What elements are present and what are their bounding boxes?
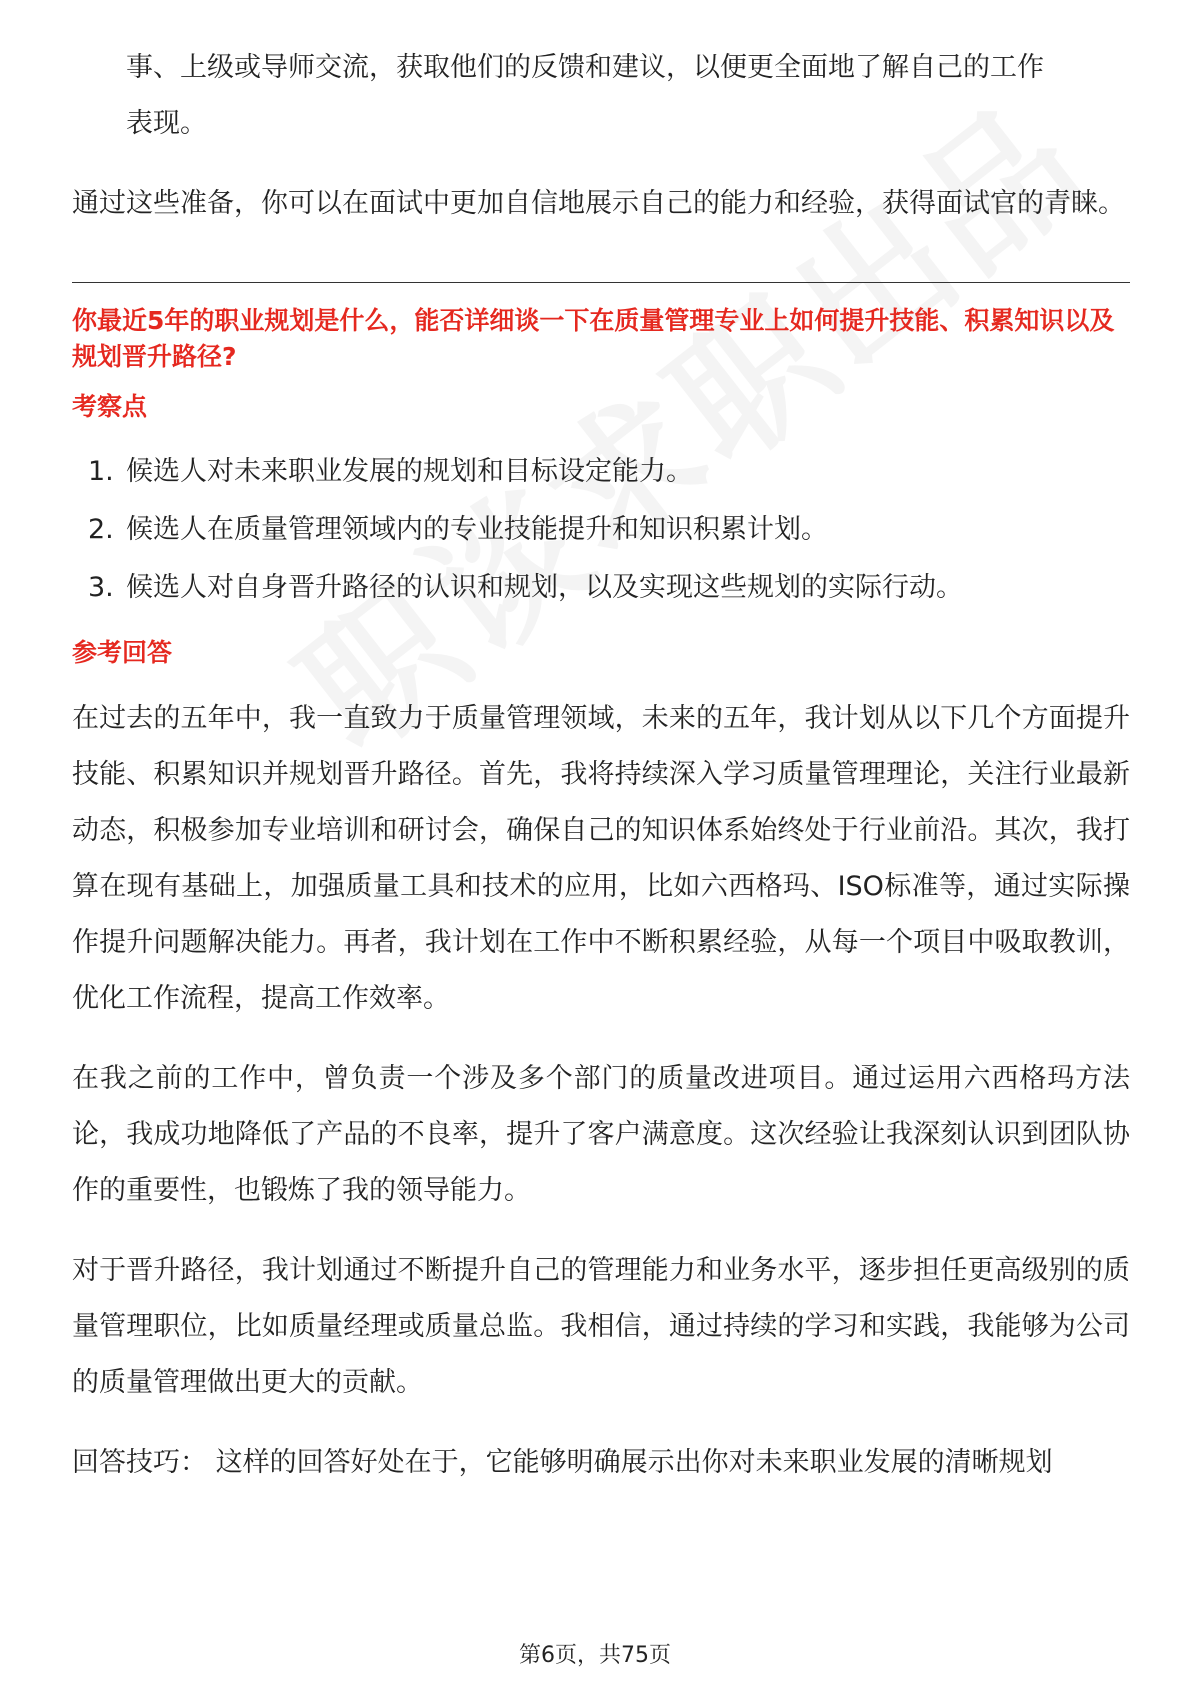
- list-item: [88, 559, 1130, 617]
- list-item: [88, 443, 1130, 501]
- answer-tips: 回答技巧： 这样的回答好处在于，它能够明确展示出你对未来职业发展的清晰规划: [72, 1447, 1053, 1478]
- list-item-number: 2.: [88, 514, 114, 545]
- interview-question: 你最近5年的职业规划是什么，能否详细谈一下在质量管理专业上如何提升技能、积累知识以及规划晋升路径?: [72, 306, 1115, 371]
- list-item-text: 候选人对未来职业发展的规划和目标设定能力。: [126, 456, 693, 487]
- continuation-line: 事、上级或导师交流，获取他们的反馈和建议，以便更全面地了解自己的工作: [126, 52, 1044, 83]
- answer-heading: 参考回答: [72, 638, 173, 667]
- conclusion-paragraph: 通过这些准备，你可以在面试中更加自信地展示自己的能力和经验，获得面试官的青睐。: [72, 188, 1125, 219]
- answer-paragraph: 在过去的五年中，我一直致力于质量管理领域，未来的五年，我计划从以下几个方面提升技能、积累知识并规划晋升路径。首先，我将持续深入学习质量管理理论，关注行业最新动态，积极参加专业培训和研讨会，确保自己的知识体系始终处于行业前沿。其次，我打算在现有基础上，加强质量工具和技术的应用，比如六西格玛、ISO标准等，通过实际操作提升问题解决能力。再者，我计划在工作中不断积累经验，从每一个项目中吸取教训，优化工作流程，提高工作效率。: [72, 703, 1130, 1014]
- continuation-line: 表现。: [126, 108, 207, 139]
- answer-paragraph: 对于晋升路径，我计划通过不断提升自己的管理能力和业务水平，逐步担任更高级别的质量管理职位，比如质量经理或质量总监。我相信，通过持续的学习和实践，我能够为公司的质量管理做出更大的贡献。: [72, 1255, 1130, 1398]
- list-item-text: 候选人对自身晋升路径的认识和规划，以及实现这些规划的实际行动。: [126, 572, 963, 603]
- examination-points-list: [72, 443, 1130, 617]
- list-item: [88, 501, 1130, 559]
- list-item-text: 候选人在质量管理领域内的专业技能提升和知识积累计划。: [126, 514, 828, 545]
- previous-item-continuation: [72, 40, 1130, 152]
- list-item-number: 1.: [88, 456, 114, 487]
- page-number: 第6页，共75页: [519, 1643, 671, 1668]
- section-divider: [72, 282, 1130, 283]
- examination-heading: 考察点: [72, 392, 148, 421]
- answer-paragraph: 在我之前的工作中，曾负责一个涉及多个部门的质量改进项目。通过运用六西格玛方法论，我成功地降低了产品的不良率，提升了客户满意度。这次经验让我深刻认识到团队协作的重要性，也锻炼了我的领导能力。: [72, 1063, 1130, 1206]
- list-item-number: 3.: [88, 572, 114, 603]
- page-content: [72, 40, 1130, 1491]
